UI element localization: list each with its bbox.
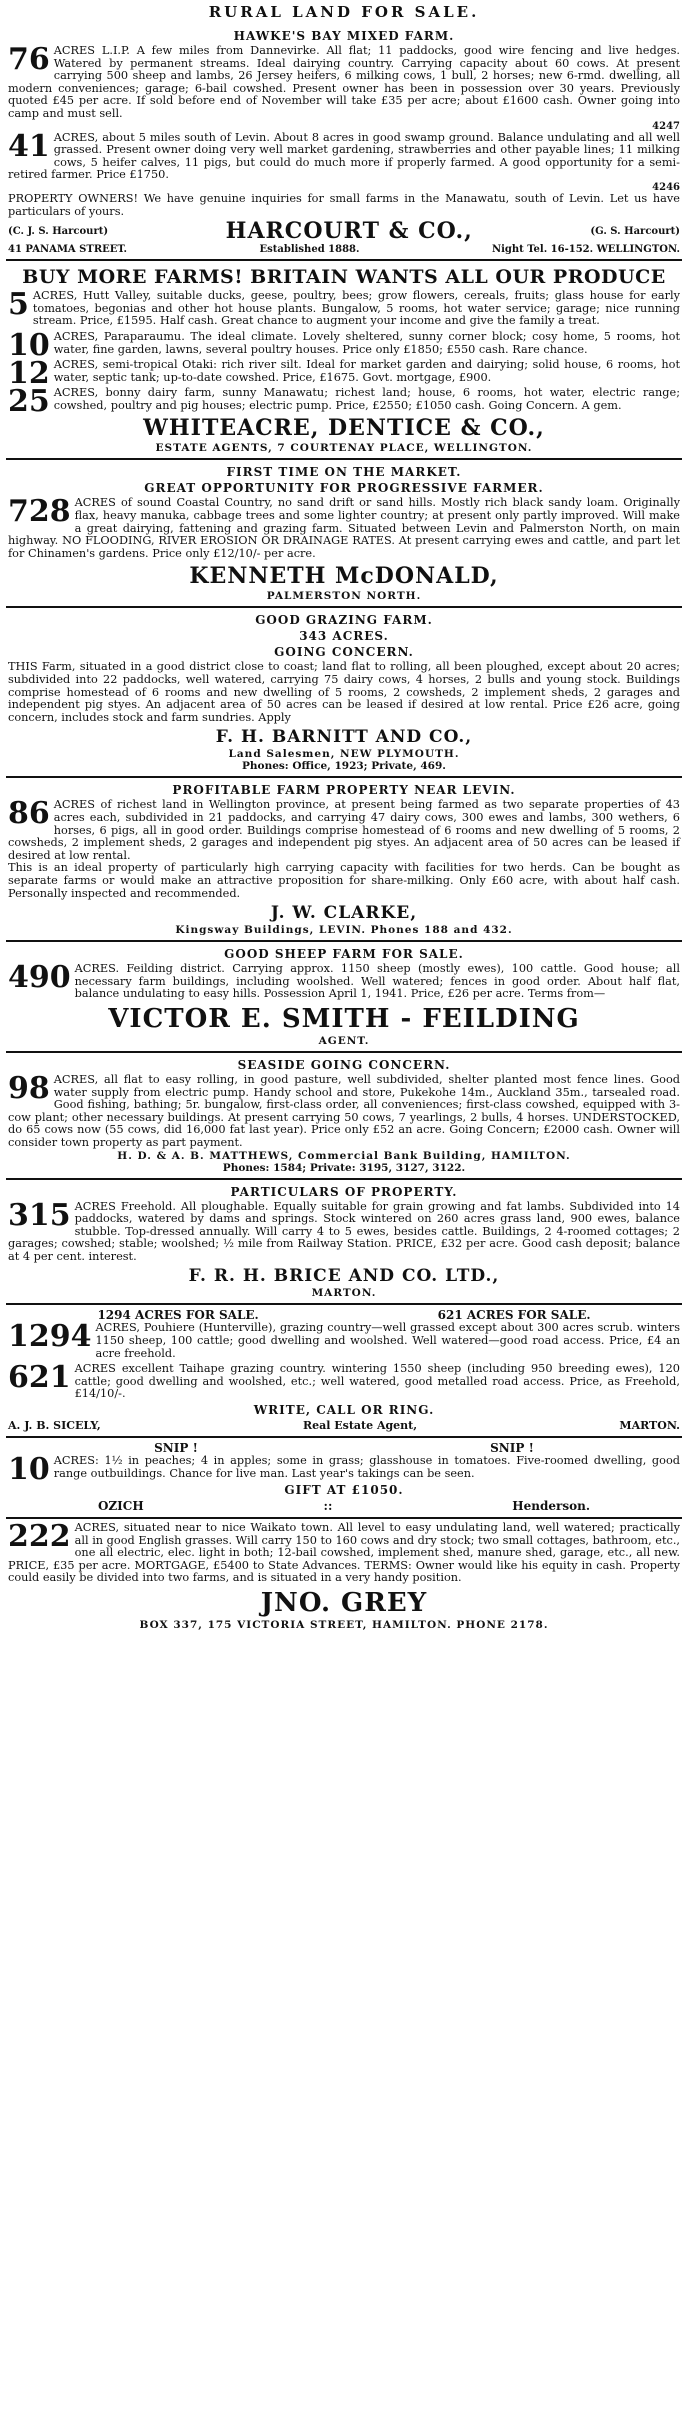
ad-title: FIRST TIME ON THE MARKET. <box>226 465 462 480</box>
listing-text: ACRES, about 5 miles south of Levin. About 8 acres in good swamp ground. Balance undulating and all well grassed. Present owner doing very well market gardening, strawberries and other payable lines; 11 milking cows, 5 heifer calves, 11 pigs, but could do much more if properly farmed. A good opportunity for a semi-retired farmer. Price £1750. <box>8 130 680 182</box>
ad-mcdonald <box>6 460 682 608</box>
listing-text: THIS Farm, situated in a good district close to coast; land flat to rolling, all been ploughed, except about 20 acres; subdivided into 22 paddocks, well watered, carrying 75 dairy cows, 4 horses, 2 bulls and young stock. Buildings comprise homestead of 6 rooms and new dwelling of 5 rooms, 2 cowsheds, 2 implement sheds, 2 garages and independent pig styes. An adjacent area of 50 acres can be leased if desired at low rental. Price £26 acre, going concern, includes stock and farm sundries. Apply <box>8 660 680 724</box>
agent-address: BOX 337, 175 VICTORIA STREET, HAMILTON. PHONE 2178. <box>139 1619 549 1631</box>
acreage: 10 <box>8 1452 50 1488</box>
agent-row <box>8 1499 680 1513</box>
listing-text: This is an ideal property of particularly high carrying capacity with facilities for two herds. Can be bought as separate farms or would make an attractive proposition for share-milking. Only £60 acre, with about half cash. Personally inspected and recommended. <box>8 861 680 900</box>
agent-name: JNO. GREY <box>260 1588 428 1618</box>
listing <box>8 1070 680 1150</box>
listing-text: ACRES: 1½ in peaches; 4 in apples; some in grass; glasshouse in tomatoes. Five-roomed dwelling, good range outbuildings. Chance for live man. Last year's takings can be seen. <box>53 1454 680 1480</box>
listing <box>8 1360 680 1401</box>
agent-name: KENNETH McDONALD, <box>189 563 499 590</box>
listing-text: ACRES excellent Taihape grazing country. wintering 1550 sheep (including 950 breeding ewes), 120 cattle; good dwelling and woolshed, etc.; well watered, good metalled road access. Price, as Freehold, £14/10/-. <box>74 1362 680 1401</box>
acreage: 5 <box>8 287 29 323</box>
listing-text: ACRES, all flat to easy rolling, in good pasture, well subdivided, shelter planted most fence lines. Good water supply from electric pump. Handy school and store, Pukekohe 14m., Auckland 35m., tarsealed road. Good fishing, bathing; 5r. bungalow, first-class order, all conveniences; first-class cowshed, equipped with 3-cow plant; other necessary buildings. At present carrying 50 cows, 7 yearlings, 2 bulls, 4 horses. UNDERSTOCKED, do 65 cows now (55 cows, did 16,000 fat last year). Price only £52 an acre. Going Concern; £2000 cash. Owner will consider town property as part payment. <box>8 1072 680 1149</box>
ad-title: 1294 ACRES FOR SALE. <box>97 1308 259 1323</box>
ad-smith <box>6 942 682 1053</box>
agent-name: HARCOURT & CO., <box>225 218 473 245</box>
agent-town: MARTON. <box>619 1419 680 1433</box>
agent-partner: (G. S. Harcourt) <box>590 225 680 237</box>
acreage: 490 <box>8 960 71 996</box>
ad-subtitle: GOING CONCERN. <box>274 645 414 660</box>
listing <box>8 128 680 182</box>
acreage: 25 <box>8 384 50 420</box>
agent-address: 41 PANAMA STREET. <box>8 244 128 256</box>
ad-subtitle: 343 ACRES. <box>299 629 389 644</box>
listing <box>8 1452 680 1488</box>
ref-number: 4246 <box>652 181 680 193</box>
acreage: 41 <box>8 128 50 164</box>
section-header: RURAL LAND FOR SALE. <box>208 3 480 21</box>
ad-sicely <box>6 1305 682 1438</box>
listing-text: PROPERTY OWNERS! We have genuine inquiries for small farms in the Manawatu, south of Levin. Let us have particulars of yours. <box>8 191 680 218</box>
agent-name: VICTOR E. SMITH - FEILDING <box>108 1003 580 1034</box>
ad-title: SNIP ! <box>154 1441 198 1456</box>
listing <box>8 960 680 1001</box>
listing <box>8 356 680 392</box>
agent-address: Kingsway Buildings, LEVIN. Phones 188 and 432. <box>175 924 513 937</box>
acreage: 10 <box>8 327 50 363</box>
price-headline: GIFT AT £1050. <box>284 1483 404 1498</box>
acreage: 728 <box>8 494 71 530</box>
agent-address: ESTATE AGENTS, 7 COURTENAY PLACE, WELLINGTON. <box>155 442 533 455</box>
agent-address: MARTON. <box>311 1287 377 1300</box>
ad-barnitt <box>6 608 682 778</box>
listing-text: ACRES, Pouhiere (Hunterville), grazing country—well grassed except about 300 acres scrub. winters 1150 sheep, 100 cattle; good dwelling and woolshed. Well watered—good road access. Price, £4 an acre freehold. <box>95 1321 680 1360</box>
ad-subtitle: GREAT OPPORTUNITY FOR PROGRESSIVE FARMER. <box>144 481 544 496</box>
ad-ozich <box>6 1438 682 1519</box>
acreage: 621 <box>8 1360 71 1396</box>
agent-title: Real Estate Agent, <box>302 1419 418 1433</box>
separator: :: <box>323 1499 333 1514</box>
agent-name: F. H. BARNITT AND CO., <box>215 727 473 748</box>
agent-row <box>8 218 680 244</box>
agent-row <box>8 1419 680 1432</box>
acreage: 12 <box>8 356 50 392</box>
ad-whiteacre <box>6 261 682 460</box>
ref-number: 4247 <box>652 120 680 132</box>
listing-text: ACRES, Paraparaumu. The ideal climate. Lovely sheltered, sunny corner block; cosy home, 5 rooms, hot water, fine garden, lawns, several poultry houses. Price only £1850; £550 cash. Rare chance. <box>53 329 680 356</box>
agent-town: Henderson. <box>512 1499 591 1514</box>
agent-phones: Phones: Office, 1923; Private, 469. <box>242 760 446 773</box>
ad-title: GOOD SHEEP FARM FOR SALE. <box>224 947 464 962</box>
ad-grey <box>6 1519 682 1635</box>
ad-title: 621 ACRES FOR SALE. <box>437 1308 591 1323</box>
listing-text: ACRES Freehold. All ploughable. Equally suitable for grain growing and fat lambs. Subdivided into 14 paddocks, watered by dams and springs. Stock wintered on 260 acres grass land, 900 ewes, balance stubble. Top-dressed annually. Will carry 4 to 5 ewes, besides cattle. Buildings, 2 4-roomed cottages; 2 garages; cowshed; stable; woolshed; ½ mile from Railway Station. PRICE, £32 per acre. Good cash deposit; balance at 4 per cent. interest. <box>8 1199 680 1263</box>
listing-text: ACRES. Feilding district. Carrying approx. 1150 sheep (mostly ewes), 100 cattle. Good house; all necessary farm buildings, including woolshed. Well watered; fences in good order. About half flat, balance undulating to easy hills. Possession April 1, 1941. Price, £26 per acre. Terms from— <box>74 962 680 1001</box>
listing <box>8 494 680 560</box>
ad-title: PARTICULARS OF PROPERTY. <box>230 1184 458 1199</box>
listing-text: ACRES of richest land in Wellington province, at present being farmed as two separate properties of 43 acres each, subdivided in 21 paddocks, and carrying 47 dairy cows, 300 ewes and lambs, 300 wethers, 6 horses, 6 pigs, all in good order. Buildings comprise homestead of 6 rooms and new dwelling of 5 rooms, 2 cowsheds, 2 implement sheds, 2 garages and independent pig styes. An adjacent area of 50 acres can be leased if desired at low rental. <box>8 798 680 862</box>
acreage: 76 <box>8 42 50 77</box>
agent-name: H. D. & A. B. MATTHEWS, Commercial Bank Building, HAMILTON. <box>117 1149 571 1162</box>
agent-name: OZICH <box>97 1499 144 1514</box>
acreage: 315 <box>8 1197 71 1233</box>
listing <box>8 42 680 121</box>
agent-title: AGENT. <box>318 1034 370 1047</box>
call-to-action: WRITE, CALL OR RING. <box>253 1403 435 1418</box>
listing <box>8 384 680 420</box>
listing-text: ACRES, semi-tropical Otaki: rich river silt. Ideal for market garden and dairying; solid house, 6 rooms, hot water, septic tank; up-to-date cowshed. Price, £1675. Govt. mortgage, £900. <box>53 358 680 384</box>
ad-brice <box>6 1180 682 1306</box>
acreage: 222 <box>8 1519 71 1555</box>
ad-title: BUY MORE FARMS! BRITAIN WANTS ALL OUR PRODUCE <box>22 266 666 289</box>
listing <box>8 1197 680 1264</box>
agent-partner: (C. J. S. Harcourt) <box>8 225 109 237</box>
ad-title: HAWKE'S BAY MIXED FARM. <box>233 29 455 43</box>
ad-title: SEASIDE GOING CONCERN. <box>237 1057 451 1072</box>
ad-title: GOOD GRAZING FARM. <box>255 613 433 628</box>
agent-address-row <box>8 244 680 255</box>
listing <box>8 287 680 328</box>
listing-text: ACRES L.I.P. A few miles from Dannevirke. All flat; 11 paddocks, good wire fencing and live hedges. Watered by permanent streams. Ideal dairying country. Carrying capacity about 60 cows. At present carrying 500 sheep and lambs, 26 Jersey heifers, 6 milking cows, 1 bull, 2 horses; new 6-rmd. dwelling, all modern conveniences; garage; 6-bail cowshed. Present owner has been in possession over 30 years. Previously quoted £45 per acre. If sold before end of November will take £35 per acre; about £1600 cash. Owner going into camp and must sell. <box>8 44 680 120</box>
listing-text: ACRES, bonny dairy farm, sunny Manawatu; richest land; house, 6 rooms, hot water, electric range; cowshed, poultry and pig houses; electric pump. Price, £2550; £1050 cash. Going Concern. A gem. <box>53 386 680 412</box>
ad-title: PROFITABLE FARM PROPERTY NEAR LEVIN. <box>172 783 516 798</box>
agent-name: A. J. B. SICELY, <box>8 1419 101 1433</box>
agent-name: J. W. CLARKE, <box>270 903 418 924</box>
acreage: 86 <box>8 796 50 832</box>
listing-text: ACRES, Hutt Valley, suitable ducks, geese, poultry, bees; grow flowers, cereals, fruits; glass house for early tomatoes, begonias and other hot house plants. Bungalow, 5 rooms, hot water service; garage; nice running stream. Price, £1595. Half cash. Great chance to augment your income and give the family a treat. <box>32 289 680 328</box>
ad-matthews <box>6 1053 682 1180</box>
listing <box>8 327 680 363</box>
agent-address: PALMERSTON NORTH. <box>266 590 422 603</box>
ad-title-row <box>8 1441 680 1455</box>
ad-clarke <box>6 778 682 942</box>
ad-harcourt <box>6 24 682 261</box>
listing-text: ACRES, situated near to nice Waikato town. All level to easy undulating land, well watered; practically all in good English grasses. Will carry 150 to 160 cows and dry stock; two small cottages, bathroom, etc., one all electric, elec. light in both; 12-bail cowshed, implement shed, manure shed, garage, etc., all new. PRICE, £35 per acre. MORTGAGE, £5400 to State Advances. TERMS: Owner would like his equity in cash. Property could easily be divided into two farms, and is situated in a very handy position. <box>8 1521 680 1585</box>
agent-phones: Phones: 1584; Private: 3195, 3127, 3122. <box>222 1161 466 1174</box>
acreage: 1294 <box>8 1319 92 1355</box>
listing <box>8 1319 680 1360</box>
newspaper-page <box>6 0 682 1635</box>
ad-title: SNIP ! <box>490 1441 534 1456</box>
agent-phone: Night Tel. 16-152. WELLINGTON. <box>491 244 680 256</box>
agent-established: Established 1888. <box>259 244 360 256</box>
listing-text: ACRES of sound Coastal Country, no sand drift or sand hills. Mostly rich black sandy loam. Originally flax, heavy manuka, cabbage trees and some lighter country; at present only partly improved. Will make a great dairying, fattening and grazing farm. Situated between Levin and Palmerston North, on main highway. NO FLOODING, RIVER EROSION OR DRAINAGE RATES. At present carrying ewes and cattle, and part let for Chinamen's gardens. Price only £12/10/- per acre. <box>8 496 680 560</box>
agent-name: WHITEACRE, DENTICE & CO., <box>143 415 545 442</box>
agent-name: F. R. H. BRICE AND CO. LTD., <box>188 1266 500 1287</box>
acreage: 98 <box>8 1070 50 1106</box>
agent-address: Land Salesmen, NEW PLYMOUTH. <box>228 748 460 761</box>
listing <box>8 796 680 862</box>
listing <box>8 1519 680 1585</box>
